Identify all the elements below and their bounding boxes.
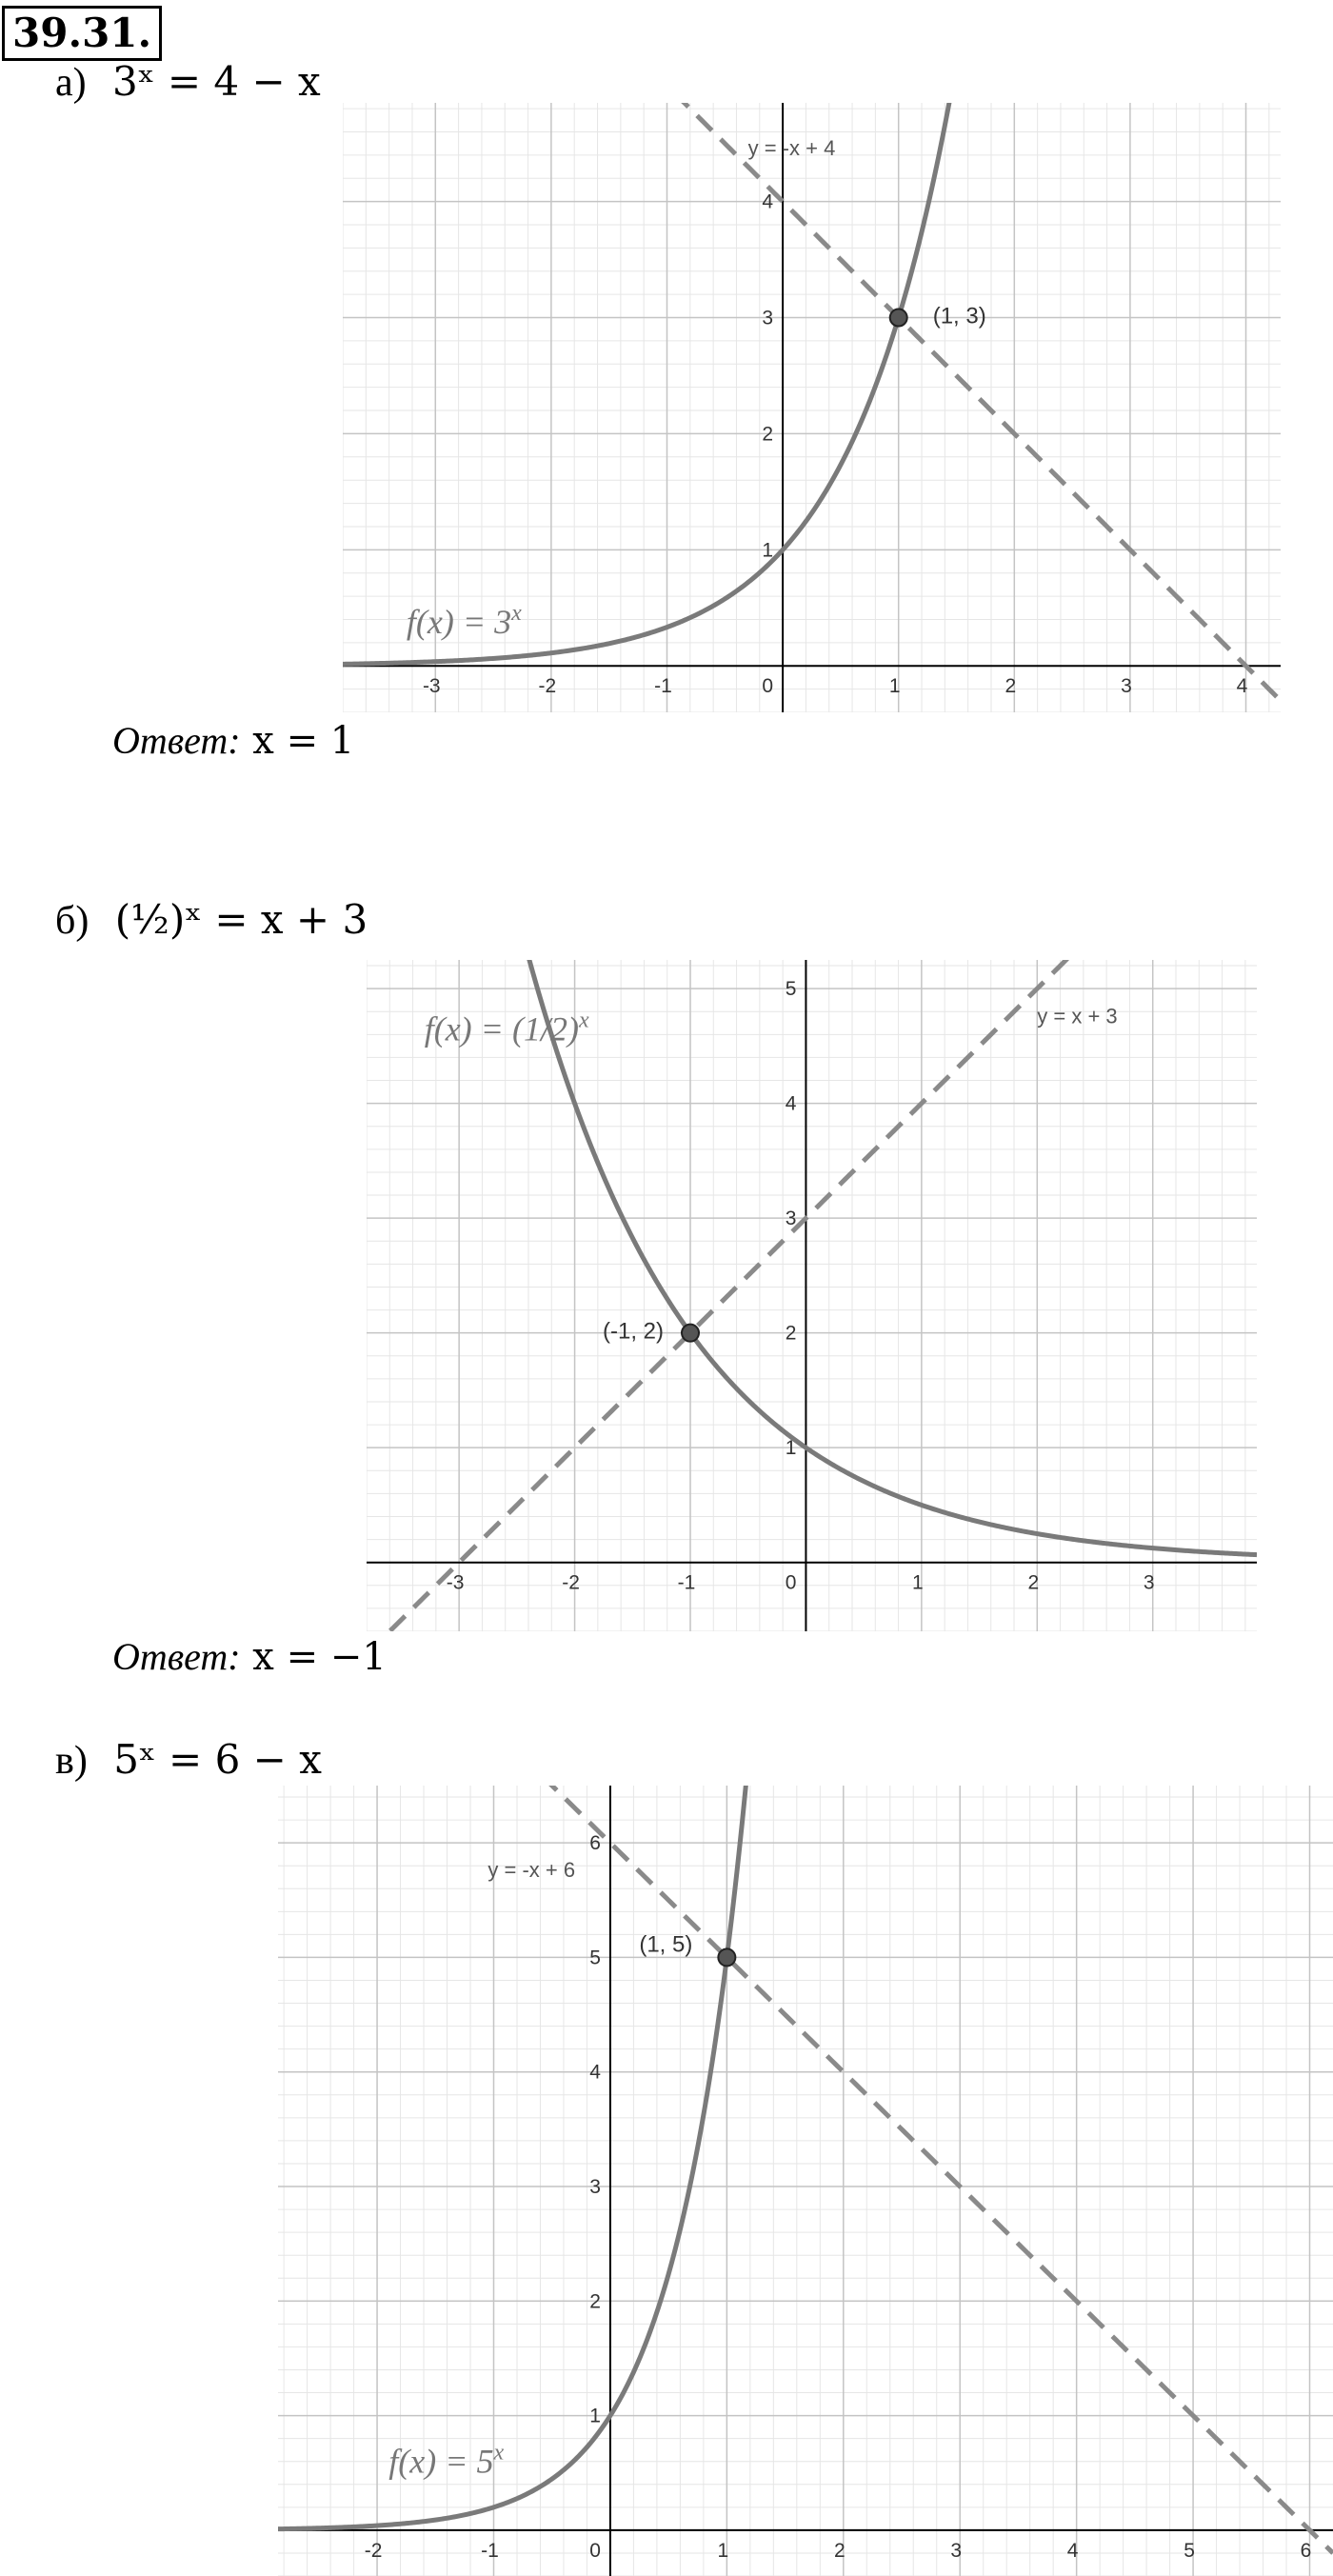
task-c-equation: 5ˣ = 6 − x [113, 1736, 322, 1783]
y-tick-label: 1 [589, 2405, 601, 2427]
exponential-curve-series [343, 103, 954, 664]
task-b-letter: б) [55, 899, 90, 943]
line-equation-label: y = -x + 4 [747, 135, 836, 160]
y-tick-label: 1 [785, 1437, 797, 1460]
chart-a [343, 103, 1281, 712]
y-tick-label: 4 [762, 190, 774, 213]
y-tick-label: 2 [762, 423, 774, 446]
x-tick-label: 2 [1005, 675, 1017, 698]
x-tick-label: 1 [912, 1571, 924, 1594]
intersection-label: (1, 5) [639, 1931, 693, 1958]
task-b-equation: (½)ˣ = x + 3 [114, 896, 368, 943]
exponential-curve-series [521, 960, 1257, 1555]
x-tick-label: -1 [677, 1571, 696, 1594]
answer-b-value: x = −1 [252, 1635, 387, 1679]
x-tick-label: 5 [1184, 2539, 1195, 2562]
dashed-line-series [627, 103, 1281, 701]
x-tick-label: 0 [589, 2539, 601, 2562]
line-equation-label: y = -x + 6 [487, 1858, 576, 1883]
intersection-label: (-1, 2) [602, 1318, 664, 1345]
x-tick-label: 4 [1066, 2539, 1079, 2562]
function-label: $f(x) = 5^x$ [388, 2440, 505, 2481]
y-tick-label: 3 [785, 1208, 797, 1230]
intersection-point [682, 1325, 699, 1342]
task-b-statement [55, 893, 368, 948]
intersection-label: (1, 3) [932, 303, 986, 329]
answer-a-value: x = 1 [252, 719, 355, 763]
x-tick-label: 0 [762, 675, 774, 698]
function-label: $f(x) = 3^x$ [406, 601, 522, 642]
x-tick-label: 1 [717, 2539, 729, 2562]
x-tick-label: 0 [785, 1571, 797, 1594]
task-a-equation: 3ˣ = 4 − x [112, 58, 321, 105]
answer-a-label: Ответ: [112, 719, 241, 762]
x-tick-label: -1 [654, 675, 672, 698]
x-tick-label: -1 [481, 2539, 499, 2562]
x-tick-label: 3 [950, 2539, 963, 2562]
intersection-point [718, 1948, 735, 1966]
y-tick-label: 3 [589, 2176, 601, 2199]
answer-b [112, 1632, 387, 1682]
y-tick-label: 1 [762, 539, 774, 562]
problem-number: 39.31. [2, 6, 162, 61]
y-tick-label: 2 [785, 1322, 797, 1345]
x-tick-label: -3 [446, 1571, 465, 1594]
y-tick-label: 6 [589, 1832, 601, 1855]
x-tick-label: 2 [1027, 1571, 1040, 1594]
task-c-letter: в) [55, 1739, 88, 1783]
x-tick-label: 3 [1121, 675, 1132, 698]
task-a-statement [55, 55, 321, 110]
y-tick-label: 4 [589, 2061, 601, 2084]
x-tick-label: 2 [833, 2539, 846, 2562]
x-tick-label: -2 [562, 1571, 580, 1594]
y-tick-label: 5 [589, 1947, 601, 1969]
x-tick-label: -2 [538, 675, 557, 698]
y-tick-label: 3 [762, 307, 774, 329]
y-tick-label: 2 [589, 2290, 601, 2313]
chart-b [367, 960, 1257, 1631]
intersection-point [890, 310, 907, 327]
line-equation-label: y = x + 3 [1037, 1004, 1118, 1028]
answer-b-label: Ответ: [112, 1635, 241, 1678]
x-tick-label: 4 [1236, 675, 1248, 698]
answer-a [112, 716, 354, 766]
x-tick-label: -2 [364, 2539, 383, 2562]
task-c-statement [55, 1733, 322, 1787]
x-tick-label: -3 [422, 675, 441, 698]
x-tick-label: 1 [888, 675, 901, 698]
x-tick-label: 6 [1300, 2539, 1312, 2562]
chart-c [278, 1786, 1333, 2576]
exponential-curve-series [278, 1786, 747, 2529]
y-tick-label: 5 [785, 978, 797, 1001]
y-tick-label: 4 [785, 1092, 797, 1115]
task-a-letter: а) [55, 61, 87, 105]
function-label: $f(x) = (1/2)^x$ [424, 1008, 589, 1048]
x-tick-label: 3 [1143, 1571, 1155, 1594]
